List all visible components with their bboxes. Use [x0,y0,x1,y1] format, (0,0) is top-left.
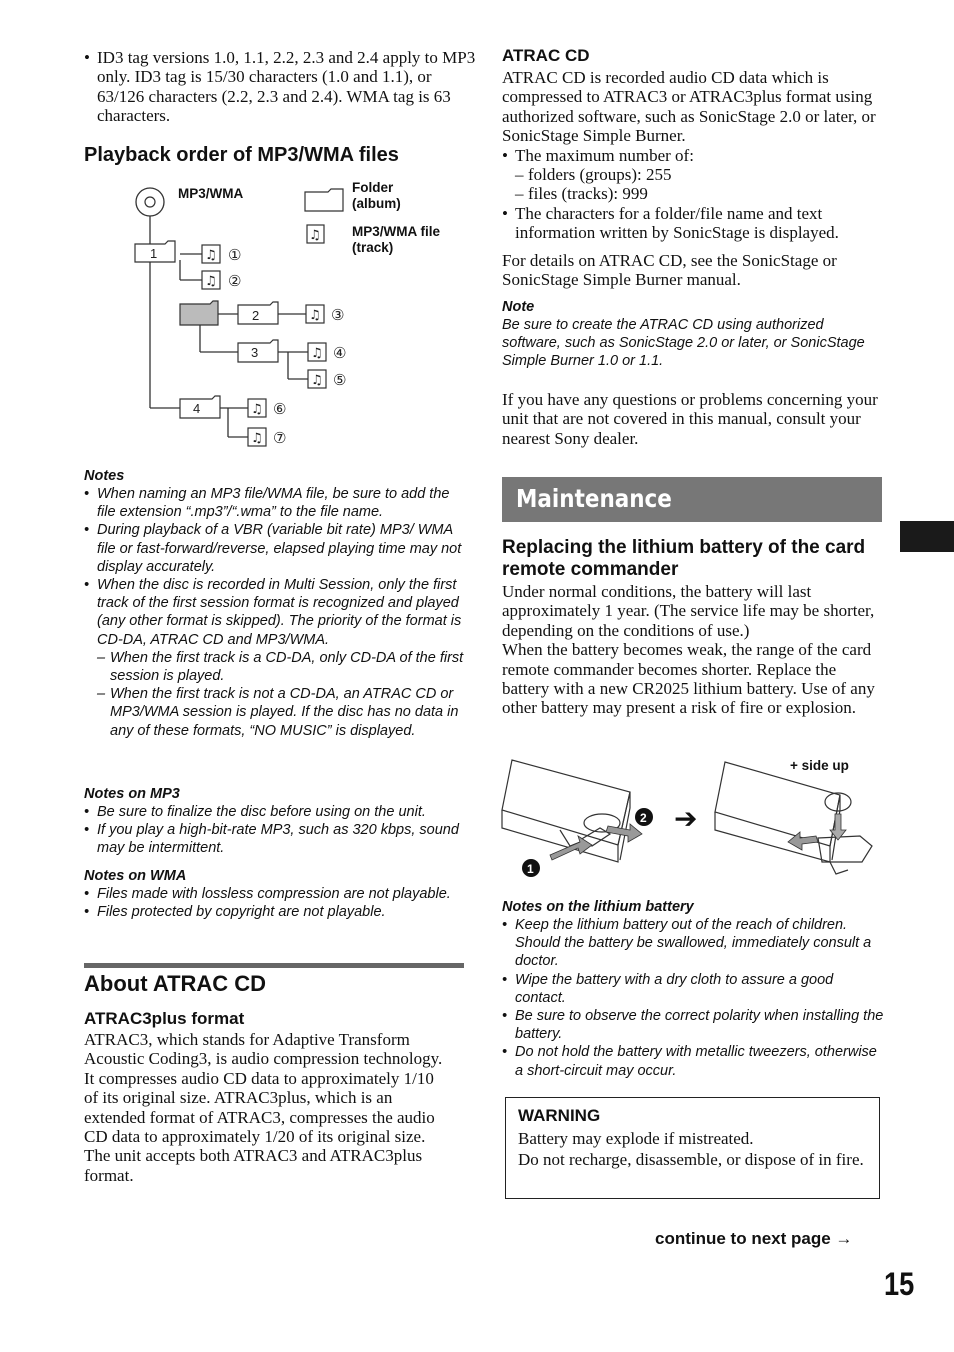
svg-text:⑥: ⑥ [273,400,287,418]
warning-text: Battery may explode if mistreated. Do not recharge, disassemble, or dispose of in fire. [518,1129,864,1169]
notes-heading: Notes [84,468,125,484]
wma-notes-heading: Notes on WMA [84,868,187,884]
svg-text:④: ④ [333,344,347,362]
playback-order-heading: Playback order of MP3/WMA files [84,144,399,166]
atrac-cd-body: ATRAC CD is recorded audio CD data which is compressed to ATRAC3 or ATRAC3plus format using authorized software, such as SonicStage 2.0 or later, or SonicStage Simple Burner. [502,68,876,146]
svg-text:3: 3 [251,345,259,360]
atrac-characters-bullet: • The characters for a folder/file name and text information written by SonicStage is displayed. [502,204,884,243]
legend-file-label: MP3/WMA file (track) [352,224,441,255]
svg-text:♫: ♫ [311,373,323,388]
atrac-note: Be sure to create the ATRAC CD using authorized software, such as SonicStage 2.0 or later, or SonicStage Simple Burner 1.0 or 1.1. [502,317,865,370]
next-arrow-icon: ➔ [674,802,698,835]
note-item: • Files made with lossless compression are not playable. [84,885,464,903]
mp3-notes [84,803,464,858]
atrac-details: For details on ATRAC CD, see the SonicStage or SonicStage Simple Burner manual. [502,250,837,290]
note-item: • If you play a high-bit-rate MP3, such as 320 kbps, sound may be intermittent. [84,821,464,857]
continue-next-page: continue to next page → [655,1229,853,1248]
disc-icon [136,188,164,216]
note-item: • When the disc is recorded in Multi Session, only the first track of the first session format is recognized and played (any other format is skipped). The priority of the format is CD-DA, ATRAC CD and MP3/WMA. [84,576,464,649]
note-item: • Do not hold the battery with metallic tweezers, otherwise a short-circuit may occur. [502,1043,884,1079]
svg-text:♫: ♫ [251,431,263,446]
atrac-note-heading: Note [502,299,535,315]
svg-text:①: ① [228,246,242,264]
battery-notes-heading: Notes on the lithium battery [502,899,694,915]
svg-text:4: 4 [193,401,201,416]
playback-notes [84,485,464,740]
warning-title: WARNING [518,1106,601,1125]
about-atrac-heading: About ATRAC CD [84,971,267,996]
side-up-label: + side up [790,758,849,773]
atrac-cd-heading: ATRAC CD [502,46,590,65]
note-subitem: – When the first track is not a CD-DA, an ATRAC CD or MP3/WMA session is played. If the disc has no data in any of these formats, “NO MUSIC” is displayed. [84,685,464,740]
playback-order-diagram [130,180,470,450]
legend-folder-label: Folder (album) [352,180,401,211]
section-tab [900,521,954,552]
atrac-folders: – folders (groups): 255 [502,165,884,184]
note-item: • When naming an MP3 file/WMA file, be sure to add the file extension “.mp3”/“.wma” to the file name. [84,485,464,521]
battery-notes [502,916,884,1080]
battery-body: Under normal conditions, the battery will last approximately 1 year. (The service life may be shorter, depending on the conditions of use.) When the battery becomes weak, the range of the card remote commander becomes shorter. Replace the battery with a new CR2025 lithium battery. Use of any other battery may present a risk of fire or explosion. [502,582,875,718]
note-item: • Be sure to observe the correct polarity when installing the battery. [502,1007,884,1043]
atrac3plus-body: ATRAC3, which stands for Adaptive Transform Acoustic Coding3, is audio compression technology. It compresses audio CD data to approximately 1/10 of its original size. ATRAC3plus, which is an extended format of ATRAC3, compresses the audio CD data to approximately 1/20 of its original size. The unit accepts both ATRAC3 and ATRAC3plus format. [84,1030,443,1185]
mp3-notes-heading: Notes on MP3 [84,786,180,802]
svg-text:③: ③ [331,306,345,324]
svg-text:2: 2 [252,308,260,323]
svg-text:♫: ♫ [309,308,321,323]
legend-folder-icon [305,189,343,211]
atrac-max-bullet: • The maximum number of: [502,146,884,165]
note-item: • During playback of a VBR (variable bit rate) MP3/ WMA file or fast-forward/reverse, elapsed playing time may not display accurately. [84,521,464,576]
atrac-cd-section [502,68,884,289]
note-item: • Files protected by copyright are not playable. [84,903,464,921]
note-item: • Keep the lithium battery out of the reach of children. Should the battery be swallowed, immediately consult a doctor. [502,916,884,971]
maintenance-banner: Maintenance [502,477,882,522]
svg-text:♫: ♫ [309,228,321,243]
svg-text:⑦: ⑦ [273,429,287,447]
svg-text:②: ② [228,272,242,290]
svg-text:♫: ♫ [205,248,217,263]
section-divider [84,963,464,968]
page-number: 15 [884,1266,915,1302]
svg-text:♫: ♫ [311,346,323,361]
insert-arrow-icon [550,836,592,860]
folder-label-1: 1 [150,246,158,261]
id3-tag-bullet: • ID3 tag versions 1.0, 1.1, 2.2, 2.3 and 2.4 apply to MP3 only. ID3 tag is 15/30 characters (1.0 and 1.1), or 63/126 characters (2.2, 2.3 and 2.4). WMA tag is 63 characters. [84,48,479,126]
atrac-files: – files (tracks): 999 [502,184,884,203]
folder-icon-selected [180,301,218,325]
warning-box [505,1097,880,1199]
battery-replacement-figure [500,750,884,885]
folder-tree-svg [130,180,470,450]
questions-text: If you have any questions or problems concerning your unit that are not covered in this manual, consult your nearest Sony dealer. [502,390,878,448]
note-item: • Wipe the battery with a dry cloth to assure a good contact. [502,971,884,1007]
svg-text:2: 2 [640,811,647,825]
disc-label: MP3/WMA [178,186,244,201]
svg-text:♫: ♫ [251,402,263,417]
wma-notes [84,885,464,921]
svg-text:♫: ♫ [205,274,217,289]
note-subitem: – When the first track is a CD-DA, only CD-DA of the first session is played. [84,649,464,685]
note-item: • Be sure to finalize the disc before using on the unit. [84,803,464,821]
atrac3plus-heading: ATRAC3plus format [84,1009,245,1028]
battery-heading: Replacing the lithium battery of the card remote commander [502,537,866,580]
svg-text:1: 1 [527,862,534,876]
svg-text:⑤: ⑤ [333,371,347,389]
